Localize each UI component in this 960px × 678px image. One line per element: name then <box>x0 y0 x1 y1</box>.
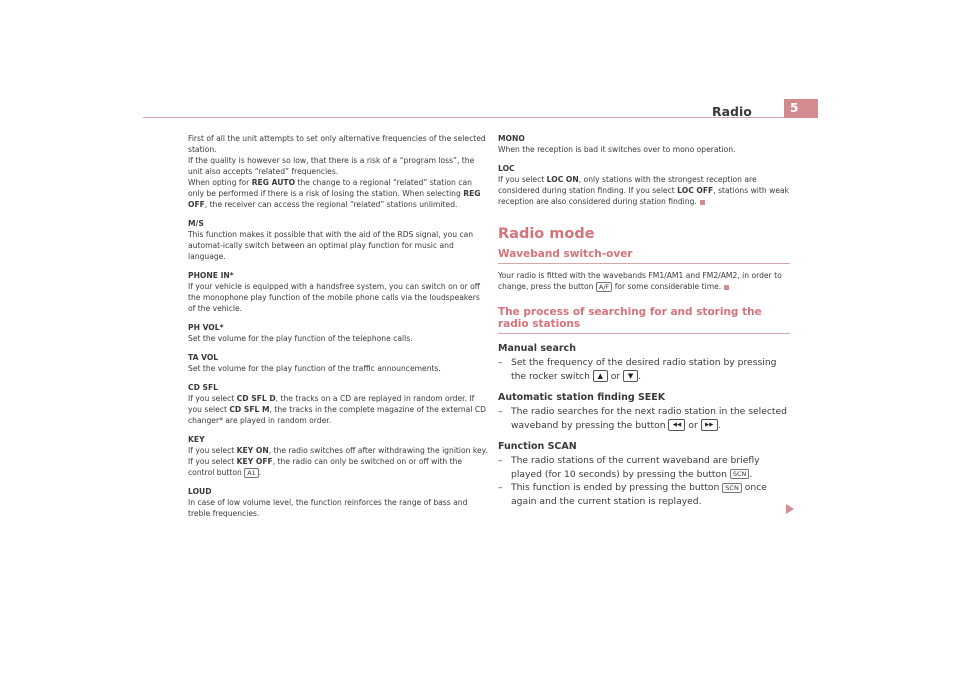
seek-back-icon: ◀◀ <box>668 419 685 431</box>
text-run: , the radio switches off after withdrawing the ignition key. If you select <box>188 446 488 466</box>
paragraph: When the reception is bad it switches over to mono operation. <box>498 145 736 154</box>
rocker-up-icon: ▲ <box>593 370 608 382</box>
text-run: , the tracks on a CD are replayed in random order. If you select <box>188 394 475 414</box>
subheading-manual-search: Manual search <box>498 343 576 354</box>
dash-bullet: – <box>498 406 503 417</box>
section-heading: KEY <box>188 435 205 444</box>
paragraph <box>188 177 488 210</box>
text-run: The radio searches for the next radio station in the selected waveband by pressing the button <box>511 406 787 431</box>
heading-radio-mode: Radio mode <box>498 226 595 242</box>
heading-search-and-store: The process of searching for and storing the radio stations <box>498 306 790 334</box>
left-column <box>188 133 488 527</box>
subheading-seek: Automatic station finding SEEK <box>498 392 666 403</box>
dash-bullet: – <box>498 455 503 466</box>
paragraph <box>498 270 790 292</box>
page-number-badge: 5 <box>784 99 818 118</box>
text-run: KEY ON <box>236 446 269 455</box>
paragraph <box>188 445 488 478</box>
text-run: the change to a regional “related” station can only be performed if there is a risk of losing the station. When selecting <box>188 178 472 198</box>
section-heading: LOUD <box>188 487 212 496</box>
text-run: This function is ended by pressing the button <box>511 482 723 493</box>
text-run: or <box>685 419 701 431</box>
subheading-scan: Function SCAN <box>498 441 577 452</box>
list-item <box>498 405 790 432</box>
text-run: If you select <box>498 175 547 184</box>
section-heading: CD SFL <box>188 383 219 392</box>
paragraph: If the quality is however so low, that there is a risk of a “program loss”, the unit also accepts “related” frequencies. <box>188 156 475 176</box>
text-run: Set the frequency of the desired radio station by pressing the rocker switch <box>511 357 777 382</box>
next-page-arrow-icon <box>786 504 794 514</box>
text-run: LOC OFF <box>677 186 714 195</box>
text-run: or <box>607 370 624 382</box>
right-column <box>498 133 790 508</box>
seek-forward-icon: ▶▶ <box>701 419 718 431</box>
dash-bullet: – <box>498 357 503 368</box>
list-item <box>498 356 790 383</box>
section-heading: TA VOL <box>188 353 219 362</box>
af-button: A/F <box>596 282 612 292</box>
section-heading: M/S <box>188 219 204 228</box>
text-run: for some considerable time. <box>612 282 722 291</box>
text-run: . <box>258 468 262 477</box>
text-run: once again and the current station is replayed. <box>511 482 767 507</box>
paragraph: First of all the unit attempts to set only alternative frequencies of the selected station. <box>188 134 486 154</box>
dash-bullet: – <box>498 482 503 493</box>
scn-button: SCN <box>722 483 742 493</box>
paragraph: This function makes it possible that with the aid of the RDS signal, you can automat-ically switch between an optimal play function for music and language. <box>188 230 474 261</box>
text-run: , stations with weak reception are also considered during station finding. <box>498 186 790 206</box>
scn-button: SCN <box>730 469 750 479</box>
text-run: KEY OFF <box>236 457 273 466</box>
text-run: , the radio can only be switched on or off with the control button <box>188 457 463 477</box>
text-run: , the tracks in the complete magazine of the external CD changer* are played in random order. <box>188 405 486 425</box>
paragraph <box>188 393 488 426</box>
paragraph: Set the volume for the play function of the telephone calls. <box>188 334 413 343</box>
text-run: LOC ON <box>546 175 579 184</box>
paragraph: Set the volume for the play function of the traffic announcements. <box>188 364 441 373</box>
text-run: CD SFL D <box>236 394 276 403</box>
text-run: REG OFF <box>188 189 481 209</box>
text-run: . <box>638 370 642 382</box>
heading-waveband-switch-over: Waveband switch-over <box>498 248 790 264</box>
list-item <box>498 454 790 481</box>
text-run: , only stations with the strongest reception are considered during station finding. If you select <box>498 175 757 195</box>
text-run: When opting for <box>188 178 252 187</box>
paragraph: If your vehicle is equipped with a handsfree system, you can switch on or off the monophone play function of the mobile phone calls via the loudspeakers of the vehicle. <box>188 282 481 313</box>
text-run: CD SFL M <box>229 405 270 414</box>
section-heading: PHONE IN* <box>188 271 234 280</box>
text-run: , the receiver can access the regional “related” stations unlimited. <box>204 200 458 209</box>
control-button-a1: A1 <box>244 468 259 478</box>
page-title: Radio <box>712 104 752 119</box>
section-heading: PH VOL* <box>188 323 224 332</box>
text-run: If you select <box>188 394 237 403</box>
text-run: . <box>749 468 753 480</box>
text-run: The radio stations of the current waveband are briefly played (for 10 seconds) by pressing the button <box>511 455 760 480</box>
text-run: Your radio is fitted with the wavebands FM1/AM1 and FM2/AM2, in order to change, press the button <box>498 271 782 291</box>
section-heading: MONO <box>498 134 525 143</box>
paragraph: In case of low volume level, the function reinforces the range of bass and treble frequencies. <box>188 498 468 518</box>
list-item <box>498 481 790 508</box>
paragraph <box>498 174 790 207</box>
text-run: . <box>717 419 721 431</box>
rocker-down-icon: ▼ <box>623 370 638 382</box>
text-run: REG AUTO <box>251 178 296 187</box>
text-run: If you select <box>188 446 237 455</box>
section-heading: LOC <box>498 164 515 173</box>
section-end-marker <box>724 285 729 290</box>
section-end-marker <box>700 200 705 205</box>
